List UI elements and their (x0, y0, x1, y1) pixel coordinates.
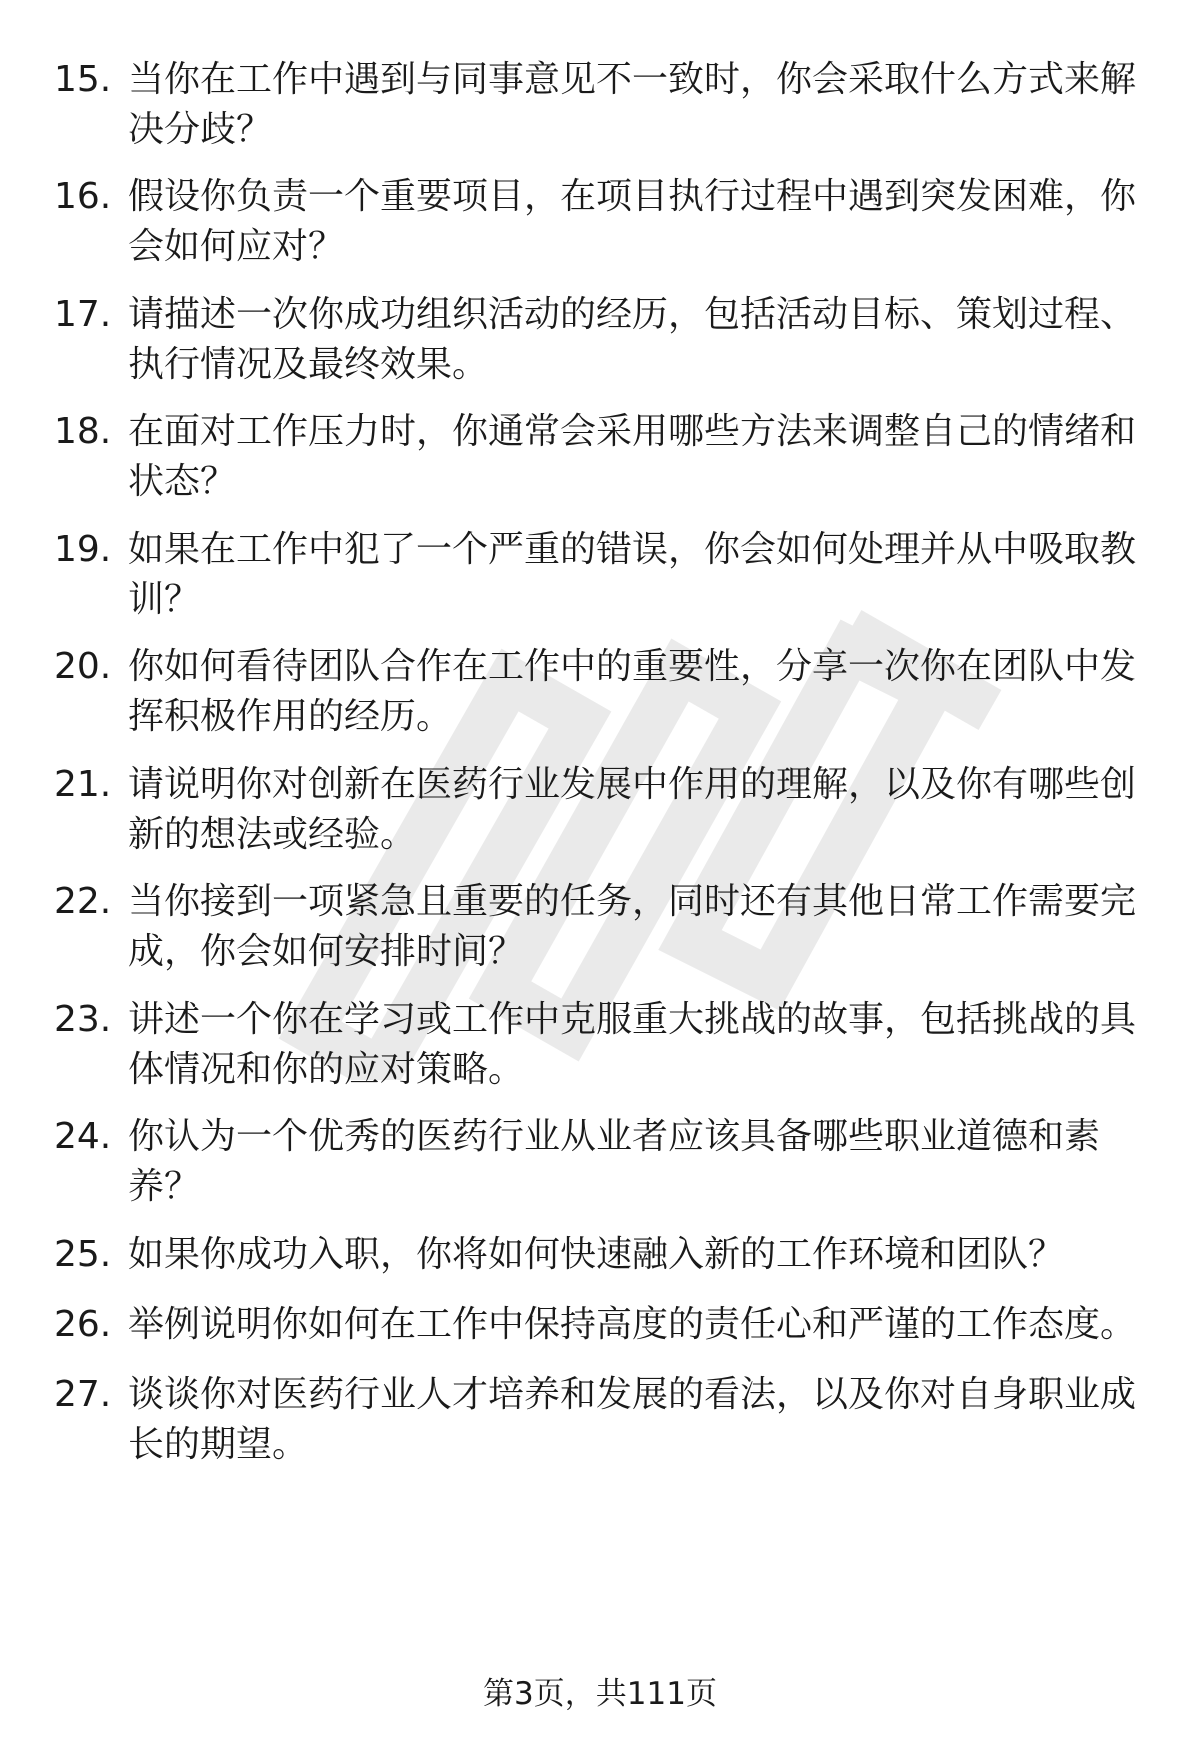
question-text-line: 训？ (128, 579, 201, 620)
question-text-line: 会如何应对？ (128, 226, 345, 267)
question-text-line: 讲述一个你在学习或工作中克服重大挑战的故事，包括挑战的具 (128, 999, 1137, 1040)
question-text (128, 525, 1148, 625)
question-text (128, 642, 1148, 742)
question-text (128, 172, 1148, 272)
question-text (128, 1370, 1148, 1470)
question-number: 23. (54, 999, 112, 1040)
question-number: 21. (54, 764, 112, 805)
question-number: 25. (54, 1234, 112, 1275)
question-text-line: 当你接到一项紧急且重要的任务，同时还有其他日常工作需要完 (128, 881, 1137, 922)
question-number: 22. (54, 881, 112, 922)
question-text-line: 在面对工作压力时，你通常会采用哪些方法来调整自己的情绪和 (128, 411, 1137, 452)
question-text-line: 举例说明你如何在工作中保持高度的责任心和严谨的工作态度。 (128, 1304, 1137, 1345)
question-text-line: 长的期望。 (128, 1424, 309, 1465)
question-text-line: 你认为一个优秀的医药行业从业者应该具备哪些职业道德和素 (128, 1116, 1101, 1157)
question-text-line: 请描述一次你成功组织活动的经历，包括活动目标、策划过程、 (128, 294, 1137, 335)
question-text (128, 1230, 1148, 1280)
question-text-line: 假设你负责一个重要项目，在项目执行过程中遇到突发困难，你 (128, 176, 1137, 217)
question-text-line: 谈谈你对医药行业人才培养和发展的看法，以及你对自身职业成 (128, 1374, 1137, 1415)
question-text (128, 290, 1148, 390)
question-number: 19. (54, 529, 112, 570)
question-text (128, 1112, 1148, 1212)
question-number: 15. (54, 59, 112, 100)
question-text (128, 55, 1148, 155)
question-number: 18. (54, 411, 112, 452)
question-text-line: 状态？ (128, 461, 237, 502)
question-text-line: 当你在工作中遇到与同事意见不一致时，你会采取什么方式来解 (128, 59, 1137, 100)
question-number: 26. (54, 1304, 112, 1345)
question-number: 17. (54, 294, 112, 335)
question-text (128, 1300, 1148, 1350)
question-number: 16. (54, 176, 112, 217)
question-text-line: 执行情况及最终效果。 (128, 344, 489, 385)
question-text-line: 请说明你对创新在医药行业发展中作用的理解，以及你有哪些创 (128, 764, 1137, 805)
question-text-line: 你如何看待团队合作在工作中的重要性，分享一次你在团队中发 (128, 646, 1137, 687)
question-number: 24. (54, 1116, 112, 1157)
question-text-line: 决分歧？ (128, 109, 273, 150)
question-text (128, 407, 1148, 507)
question-text-line: 新的想法或经验。 (128, 814, 417, 855)
question-text (128, 877, 1148, 977)
page-number: 第3页，共111页 (483, 1676, 717, 1712)
question-text-line: 如果在工作中犯了一个严重的错误，你会如何处理并从中吸取教 (128, 529, 1137, 570)
question-text (128, 760, 1148, 860)
question-text (128, 995, 1148, 1095)
question-text-line: 成，你会如何安排时间？ (128, 931, 525, 972)
question-text-line: 如果你成功入职，你将如何快速融入新的工作环境和团队？ (128, 1234, 1065, 1275)
question-text-line: 挥积极作用的经历。 (128, 696, 453, 737)
question-text-line: 养？ (128, 1166, 201, 1207)
question-number: 27. (54, 1374, 112, 1415)
question-number: 20. (54, 646, 112, 687)
question-text-line: 体情况和你的应对策略。 (128, 1049, 525, 1090)
